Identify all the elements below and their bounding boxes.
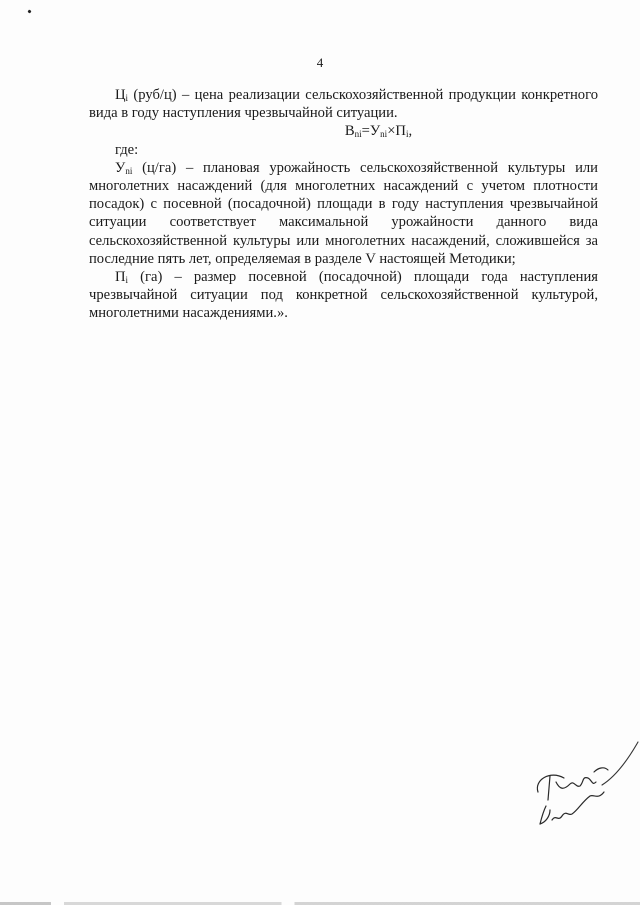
yield-symbol: У xyxy=(115,159,126,176)
area-text: (га) – размер посевной (посадочной) площади года наступления чрезвычайной ситуации под конкретной сельскохозяйственной культурой, многолетними насаждениями.». xyxy=(89,269,598,322)
document-body xyxy=(89,86,598,323)
formula xyxy=(89,122,598,140)
price-definition xyxy=(89,86,598,122)
yield-subscript: ni xyxy=(125,165,133,176)
formula-p-sub: i xyxy=(405,129,409,140)
price-text: (руб/ц) – цена реализации сельскохозяйственной продукции конкретного вида в году наступления чрезвычайной ситуации. xyxy=(89,87,598,122)
price-symbol: Ц xyxy=(115,87,126,103)
formula-eq: = xyxy=(361,123,370,140)
formula-times: × xyxy=(387,123,396,140)
yield-definition xyxy=(89,159,598,268)
page-number: 4 xyxy=(316,55,324,70)
formula-u: У xyxy=(369,123,381,140)
formula-b-sub: ni xyxy=(354,129,362,140)
signature-scribble xyxy=(520,730,638,840)
area-definition xyxy=(89,268,598,323)
yield-text: (ц/га) – плановая урожайность сельскохозяйственной культуры или многолетних насаждений (для многолетних насаждений с учетом плотности посадок) с посевной (посадочной) площади в году наступления чрезвычайной ситуации соответствует максимальной урожайности данного вида сельскохозяйственной культуры или многолетних насаждений, сложившейся за последние пять лет, определяемая в разделе V настоящей Методики; xyxy=(89,159,598,267)
formula-b: В xyxy=(344,123,355,140)
formula-u-sub: ni xyxy=(380,129,388,140)
area-symbol: П xyxy=(115,269,126,286)
where-label: где: xyxy=(115,141,139,158)
formula-end: , xyxy=(408,123,413,140)
formula-p: П xyxy=(395,123,406,140)
area-subscript: i xyxy=(125,275,129,286)
price-subscript: i xyxy=(125,93,129,103)
scan-mark xyxy=(27,9,31,13)
